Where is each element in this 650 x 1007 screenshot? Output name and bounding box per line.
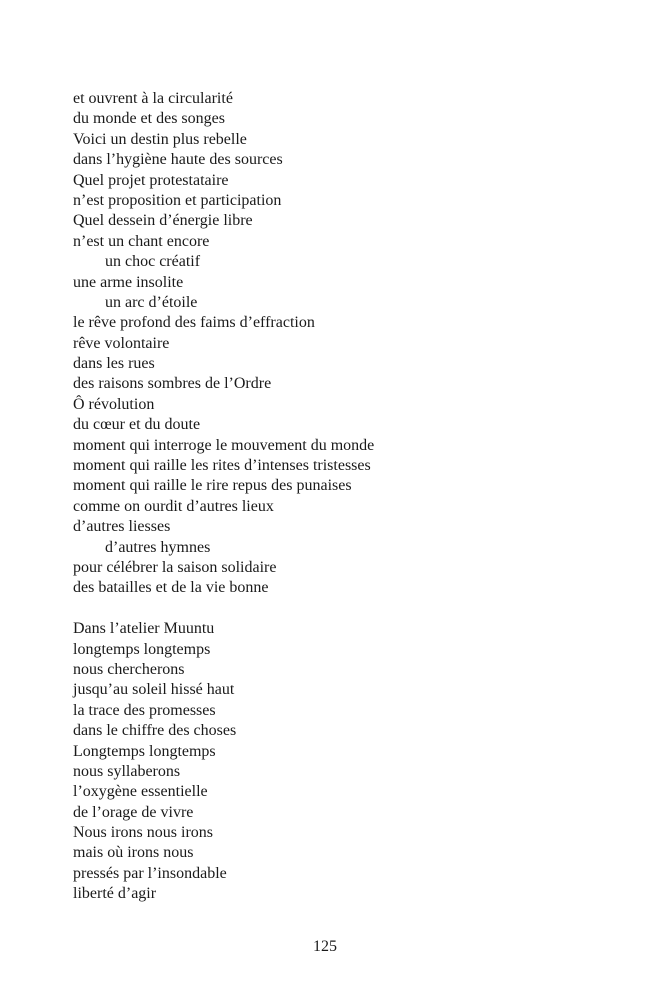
- poem-line: Dans l’atelier Muuntu: [73, 620, 215, 638]
- poem-line: d’autres liesses: [73, 518, 171, 536]
- poem-line: dans le chiffre des choses: [73, 722, 237, 740]
- poem-line: et ouvrent à la circularité: [73, 90, 233, 107]
- poem-line: rêve volontaire: [73, 334, 170, 352]
- poem-line: pressés par l’insondable: [73, 864, 227, 882]
- poem-line: n’est proposition et participation: [73, 191, 282, 209]
- poem-line: jusqu’au soleil hissé haut: [73, 681, 235, 699]
- poem-line: dans les rues: [73, 355, 155, 373]
- poem-line: du cœur et du doute: [73, 416, 201, 434]
- poem-line: des batailles et de la vie bonne: [73, 579, 269, 597]
- poem-line: moment qui interroge le mouvement du monde: [73, 436, 375, 454]
- poem-line: Quel projet protestataire: [73, 171, 229, 189]
- poem-line: nous chercherons: [73, 660, 185, 678]
- poem-line: liberté d’agir: [73, 885, 157, 903]
- stanza: [73, 89, 593, 599]
- poem-line: n’est un chant encore: [73, 232, 210, 250]
- poem-line: moment qui raille le rire repus des punaises: [73, 477, 352, 495]
- poem-line: nous syllaberons: [73, 762, 181, 780]
- poem-line: pour célébrer la saison solidaire: [73, 558, 277, 576]
- poem-line: comme on ourdit d’autres lieux: [73, 497, 274, 515]
- poem-line: du monde et des songes: [73, 110, 225, 128]
- poem-line: Nous irons nous irons: [73, 824, 214, 842]
- poem-line: dans l’hygiène haute des sources: [73, 151, 283, 169]
- poem-line: Quel dessein d’énergie libre: [73, 212, 253, 230]
- poem-line: l’oxygène essentielle: [73, 783, 208, 801]
- poem-line: Voici un destin plus rebelle: [73, 130, 247, 148]
- poem-line: une arme insolite: [73, 273, 184, 291]
- page-number: 125: [313, 938, 337, 955]
- poem-line: d’autres hymnes: [105, 538, 211, 556]
- poem-line: de l’orage de vivre: [73, 803, 194, 821]
- poem-line: mais où irons nous: [73, 844, 194, 862]
- stanza: [73, 619, 593, 904]
- poem-line: la trace des promesses: [73, 701, 216, 719]
- poem-line: moment qui raille les rites d’intenses tristesses: [73, 457, 371, 475]
- poem-line: le rêve profond des faims d’effraction: [73, 314, 315, 332]
- poem-line: un choc créatif: [105, 253, 201, 271]
- poem-line: des raisons sombres de l’Ordre: [73, 375, 272, 393]
- poem-body: [73, 89, 593, 905]
- poem-line: longtemps longtemps: [73, 640, 211, 658]
- poem-line: Ô révolution: [73, 395, 155, 413]
- poem-line: un arc d’étoile: [105, 293, 198, 311]
- poem-line: Longtemps longtemps: [73, 742, 216, 760]
